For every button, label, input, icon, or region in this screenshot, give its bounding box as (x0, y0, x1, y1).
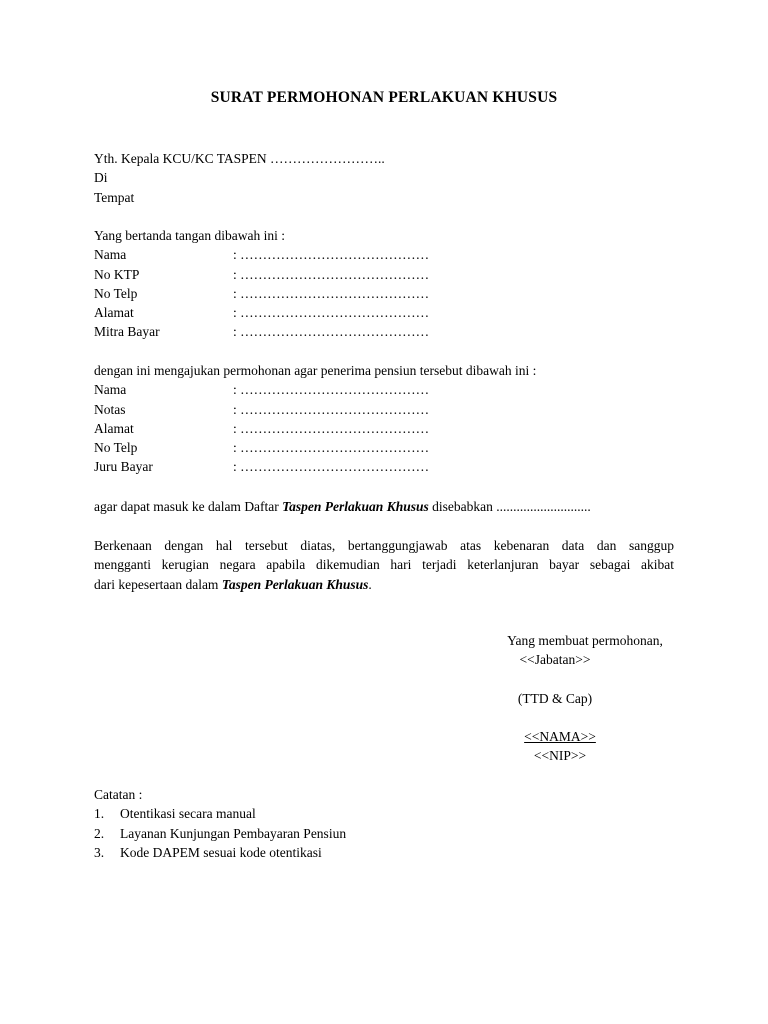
reason-suffix: disebabkan ............................ (428, 499, 591, 514)
reason-paragraph (94, 497, 674, 516)
form-field-row (94, 322, 674, 341)
form-field-row (94, 265, 674, 284)
form-field-row (94, 457, 674, 476)
field-label: Mitra Bayar (94, 324, 160, 340)
field-blank: : …………………………………… (233, 440, 430, 456)
signature-position: <<Jabatan>> (519, 652, 591, 667)
signature-nip: <<NIP>> (533, 748, 587, 763)
field-label: Nama (94, 382, 127, 398)
statement-line3-suffix: . (368, 576, 372, 592)
field-blank: : …………………………………… (233, 305, 430, 321)
signature-maker: Yang membuat permohonan, (507, 633, 663, 648)
list-text: Layanan Kunjungan Pembayaran Pensiun (120, 825, 347, 841)
statement-line: Berkenaan dengan hal tersebut diatas, bertanggungjawab atas kebenaran data dan sanggup (94, 538, 674, 553)
statement-line3-prefix: dari kepesertaan dalam (94, 576, 222, 592)
statement-emphasis: Taspen Perlakuan Khusus (221, 576, 369, 592)
list-text: Otentikasi secara manual (120, 806, 256, 822)
field-label: Alamat (94, 420, 134, 436)
field-label: Alamat (94, 305, 134, 321)
field-label: No Telp (94, 440, 138, 456)
field-blank: : …………………………………… (233, 459, 430, 475)
field-label: Notas (94, 401, 126, 417)
signer-section (94, 226, 674, 342)
form-field-row (94, 400, 674, 419)
form-field-row (94, 419, 674, 438)
reason-emphasis: Taspen Perlakuan Khusus (282, 499, 429, 514)
recipient-line: Di (94, 170, 108, 186)
form-field-row (94, 245, 674, 264)
pensioner-intro: dengan ini mengajukan permohonan agar penerima pensiun tersebut dibawah ini : (94, 363, 537, 378)
list-item (94, 843, 674, 862)
form-field-row (94, 284, 674, 303)
field-blank: : …………………………………… (233, 266, 430, 282)
field-label: No KTP (94, 266, 140, 282)
field-label: No Telp (94, 285, 138, 301)
recipient-line: Tempat (94, 189, 135, 205)
recipient-line: Yth. Kepala KCU/KC TASPEN …………………….. (94, 151, 385, 166)
list-item (94, 824, 674, 843)
reason-prefix: agar dapat masuk ke dalam Daftar (94, 499, 283, 514)
field-blank: : …………………………………… (233, 285, 430, 301)
signature-stamp: (TTD & Cap) (517, 691, 593, 706)
form-field-row (94, 380, 674, 399)
statement-line: mengganti kerugian negara apabila dikemudian hari terjadi keterlanjuran bayar sebagai akibat (94, 557, 674, 573)
list-item (94, 804, 674, 823)
list-number: 3. (94, 844, 105, 860)
statement-paragraph (94, 536, 674, 594)
field-blank: : …………………………………… (233, 247, 430, 263)
form-field-row (94, 438, 674, 457)
field-label: Juru Bayar (94, 459, 153, 475)
signature-name: <<NAMA>> (524, 729, 596, 744)
letter-title: SURAT PERMOHONAN PERLAKUAN KHUSUS (210, 89, 558, 106)
pensioner-section (94, 361, 674, 477)
field-label: Nama (94, 247, 127, 263)
notes-section (94, 785, 674, 862)
field-blank: : …………………………………… (233, 420, 430, 436)
list-number: 2. (94, 825, 105, 841)
list-number: 1. (94, 806, 105, 822)
field-blank: : …………………………………… (233, 324, 430, 340)
field-blank: : …………………………………… (233, 401, 430, 417)
signer-intro: Yang bertanda tangan dibawah ini : (94, 228, 285, 243)
recipient-block (94, 149, 674, 207)
form-field-row (94, 303, 674, 322)
notes-heading: Catatan : (94, 787, 143, 802)
list-text: Kode DAPEM sesuai kode otentikasi (120, 844, 322, 860)
field-blank: : …………………………………… (233, 382, 430, 398)
